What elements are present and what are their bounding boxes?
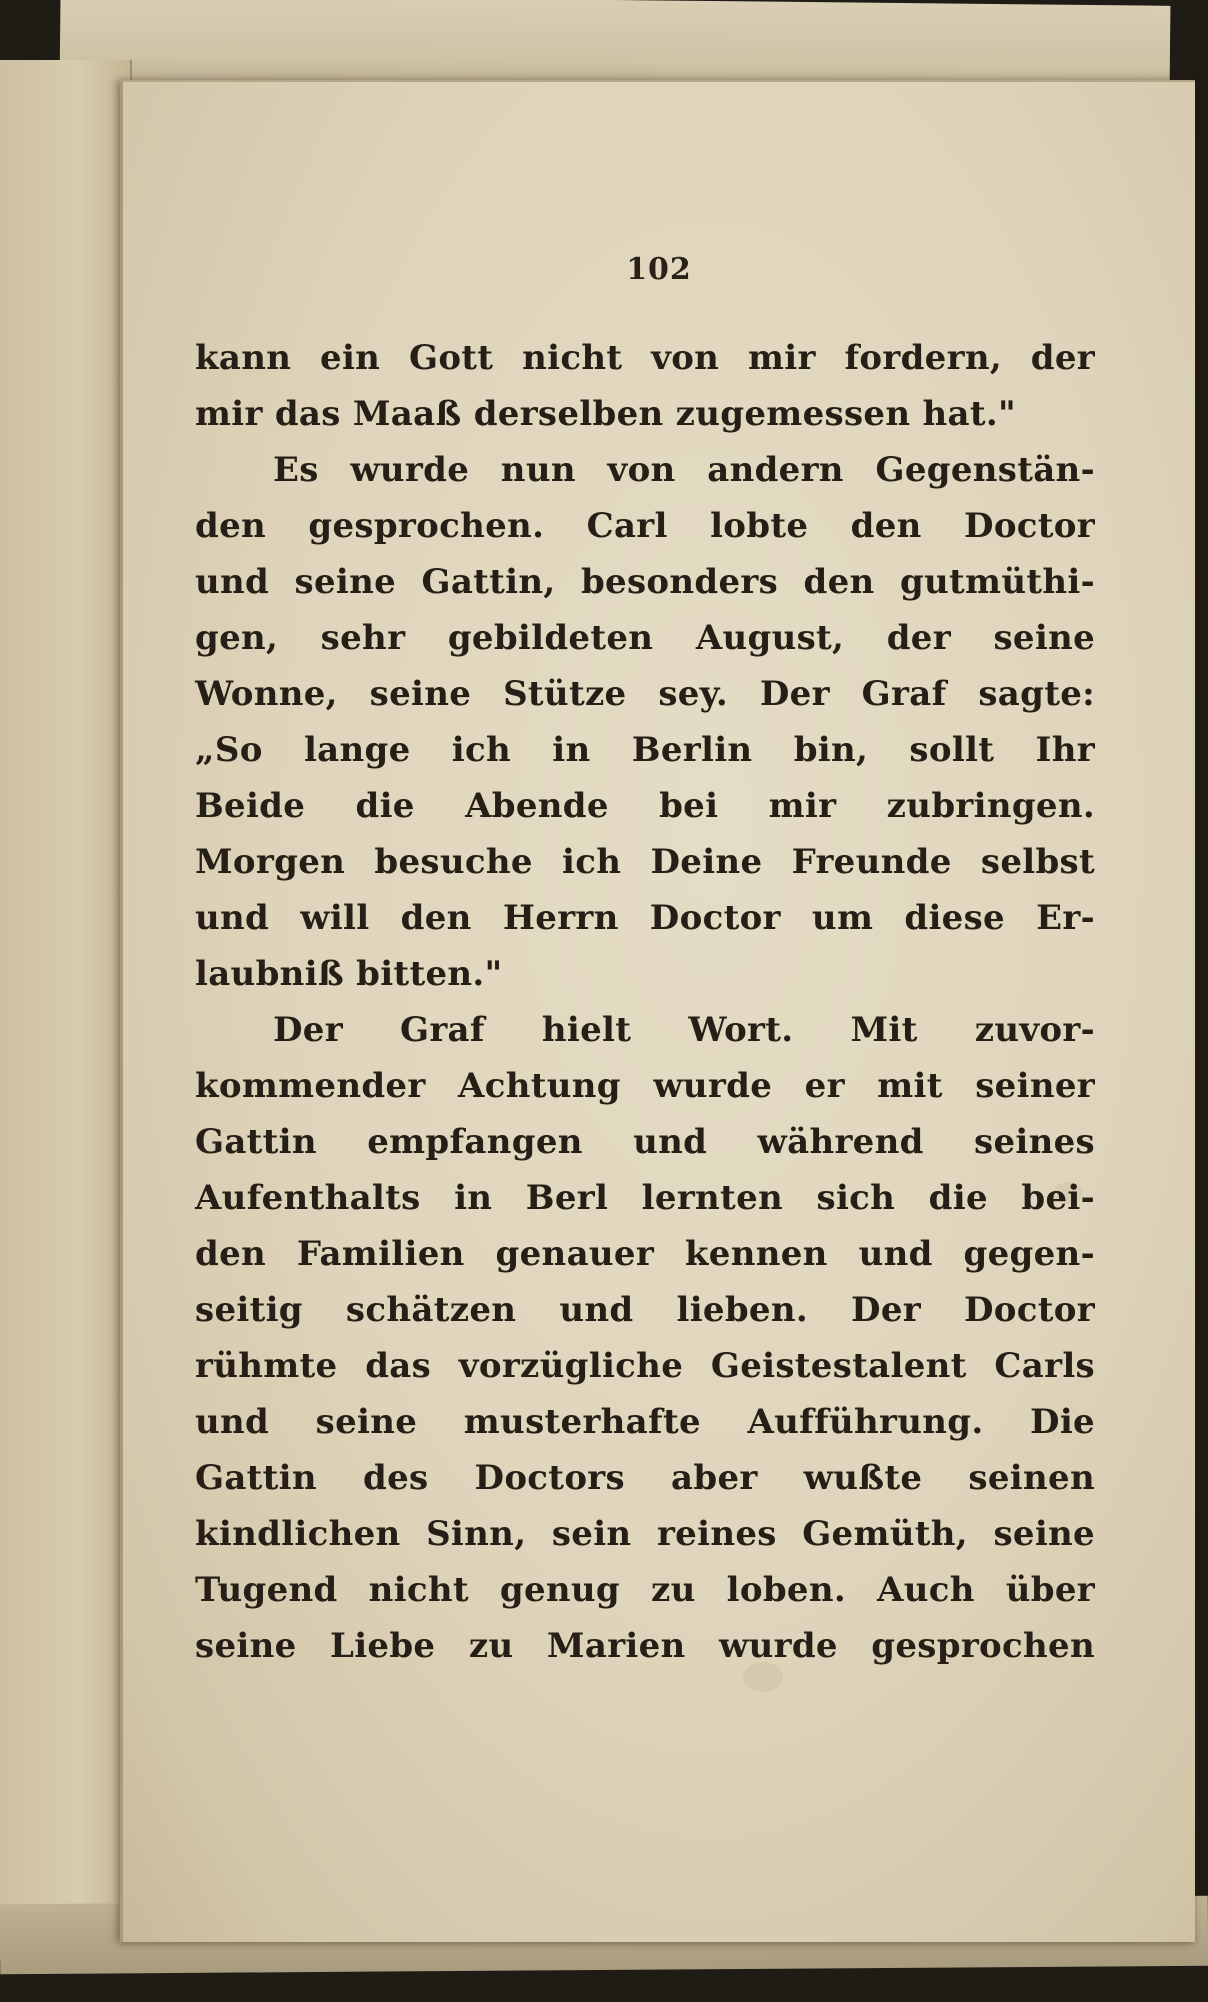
text-line: kommender Achtung wurde er mit seiner xyxy=(195,1066,1095,1106)
text-line: Wonne, seine Stütze sey. Der Graf sagte: xyxy=(195,674,1095,714)
text-line: den Familien genauer kennen und gegen- xyxy=(195,1234,1095,1274)
text-line: Aufenthalts in Berl lernten sich die bei- xyxy=(195,1178,1095,1218)
text-line: Gattin empfangen und während seines xyxy=(195,1122,1095,1162)
text-line: Es wurde nun von andern Gegenstän- xyxy=(273,450,1095,490)
text-line: und seine Gattin, besonders den gutmüthi- xyxy=(195,562,1095,602)
text-line: Gattin des Doctors aber wußte seinen xyxy=(195,1458,1095,1498)
text-line: seine Liebe zu Marien wurde gesprochen xyxy=(195,1626,1095,1666)
text-line: laubniß bitten." xyxy=(195,954,503,994)
text-line: rühmte das vorzügliche Geistestalent Carls xyxy=(195,1346,1095,1386)
text-line: Morgen besuche ich Deine Freunde selbst xyxy=(195,842,1095,882)
text-line: mir das Maaß derselben zugemessen hat." xyxy=(195,394,1016,434)
text-line: den gesprochen. Carl lobte den Doctor xyxy=(195,506,1095,546)
text-line: gen, sehr gebildeten August, der seine xyxy=(195,618,1095,658)
text-line: kann ein Gott nicht von mir fordern, der xyxy=(195,338,1095,378)
text-line: „So lange ich in Berlin bin, sollt Ihr xyxy=(195,730,1095,770)
text-line: Der Graf hielt Wort. Mit zuvor- xyxy=(273,1010,1095,1050)
text-line: Tugend nicht genug zu loben. Auch über xyxy=(195,1570,1095,1610)
text-line: Beide die Abende bei mir zubringen. xyxy=(195,786,1095,826)
text-line: und will den Herrn Doctor um diese Er- xyxy=(195,898,1095,938)
text-line: und seine musterhafte Aufführung. Die xyxy=(195,1402,1095,1442)
back-page-edge-left xyxy=(0,60,132,1960)
text-line: seitig schätzen und lieben. Der Doctor xyxy=(195,1290,1095,1330)
text-line: kindlichen Sinn, sein reines Gemüth, seine xyxy=(195,1514,1095,1554)
body-text xyxy=(195,330,1095,1674)
page-number: 102 xyxy=(626,252,692,287)
